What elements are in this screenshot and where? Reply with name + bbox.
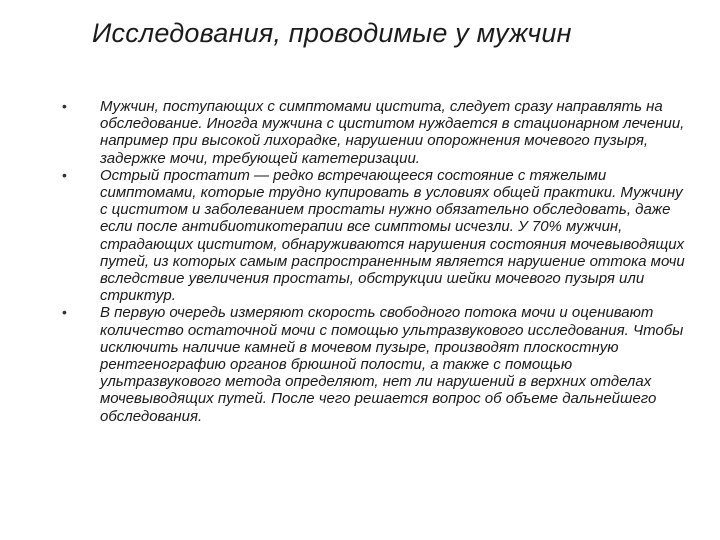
bullet-marker: • (62, 98, 67, 114)
bullet-item-1 (62, 98, 694, 167)
bullet-list (62, 98, 694, 425)
bullet-text: Мужчин, поступающих с симптомами цистита, следует сразу направлять на обследование. Иногда мужчина с циститом нуждается в стационарном лечении, например при высокой лихорадке, нарушении опорожнения мочевого пузыря, задержке мочи, требующей катетеризации. (100, 98, 685, 167)
bullet-text: В первую очередь измеряют скорость свободного потока мочи и оценивают количество остаточной мочи с помощью ультразвукового исследования. Чтобы исключить наличие камней в мочевом пузыре, производят плоскостную рентгенографию органов брюшной полости, а также с помощью ультразвукового метода определяют, нет ли нарушений в верхних отделах мочевыводящих путей. После чего решается вопрос об объеме дальнейшего обследования. (100, 304, 684, 425)
slide-title: Исследования, проводимые у мужчин (92, 18, 572, 48)
bullet-item-2 (62, 167, 694, 305)
bullet-marker: • (62, 166, 67, 183)
bullet-item-3 (62, 304, 694, 424)
bullet-marker: • (62, 304, 67, 321)
bullet-text: Острый простатит — редко встречающееся состояние с тяжелыми симптомами, которые трудно купировать в условиях общей практики. Мужчину с циститом и заболеванием простаты нужно обязательно обследовать, даже если после антибиотикотерапии все симптомы исчезли. У 70% мужчин, страдающих циститом, обнаруживаются нарушения состояния мочевыводящих путей, из которых самым распространенным является нарушение оттока мочи вследствие увеличения простаты, обструкции шейки мочевого пузыря или стриктур. (100, 166, 685, 305)
